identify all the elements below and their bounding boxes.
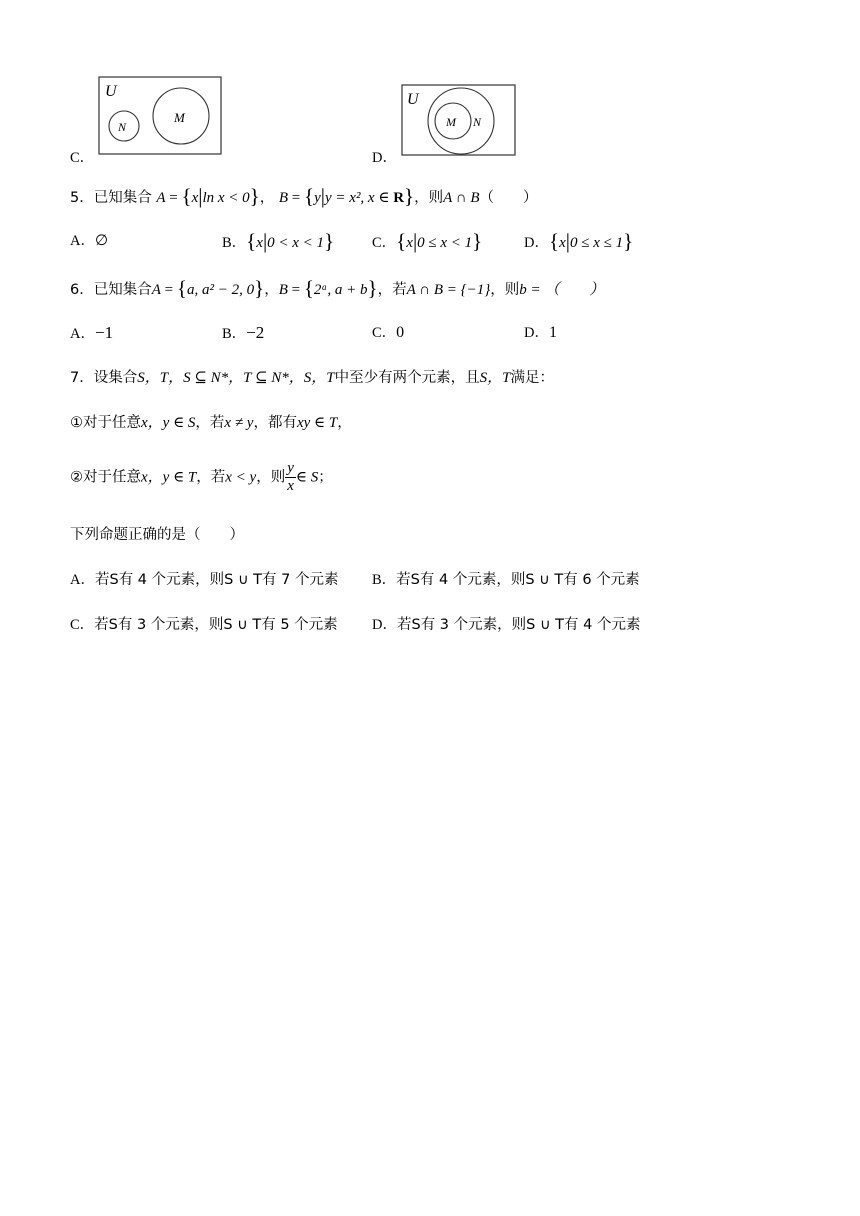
set-elements: a, a² − 2, 0	[186, 282, 255, 298]
condition-text: ，都有	[253, 415, 297, 431]
set-name: B	[278, 190, 289, 206]
option-label: D．	[524, 325, 549, 341]
set-elements: 2ᵃ, a + b	[313, 282, 368, 298]
stem-text: ，则	[414, 190, 444, 206]
condition-text: ，则	[256, 469, 286, 486]
venn-diagram-d	[401, 84, 517, 158]
option-text: 若S有 4 个元素，则S ∪ T有 7 个元素	[94, 572, 339, 588]
option-label: C．	[70, 617, 95, 633]
universal-set-label: U	[105, 83, 117, 100]
condition-expression: x，y ∈ S	[141, 415, 196, 431]
set-condition: 0 ≤ x ≤ 1	[569, 235, 624, 251]
option-text: −2	[246, 323, 265, 342]
condition-expression: xy ∈ T	[296, 415, 338, 431]
set-var: y	[314, 190, 321, 206]
question-7-option-d	[372, 615, 640, 635]
answer-blank: （ ）	[479, 190, 538, 206]
fraction-denominator: x	[287, 478, 294, 494]
option-text: 1	[548, 324, 557, 341]
option-label: D．	[524, 235, 549, 251]
set-n-circle	[428, 88, 494, 154]
stem-text: 满足：	[510, 370, 554, 386]
question-6-stem: 6．已知集合A = {a, a² − 2, 0}，B = {2ᵃ, a + b}，若A ∩ B = {−1}，则b = （ ）	[70, 276, 605, 300]
stem-text: 设集合	[93, 370, 138, 386]
option-label: C．	[372, 325, 397, 341]
set-condition: 0 ≤ x < 1	[417, 235, 473, 251]
question-6-option-b	[222, 323, 264, 344]
set-m-label: M	[446, 115, 456, 129]
question-7-prompt: 下列命题正确的是（ ）	[70, 527, 244, 543]
option-text: 若S有 3 个元素，则S ∪ T有 4 个元素	[396, 617, 641, 633]
question-6-option-d	[524, 323, 557, 343]
universal-set-label: U	[407, 91, 419, 108]
question-5-option-b: B．{x|0 < x < 1}	[222, 229, 335, 253]
question-7-option-c	[70, 615, 338, 635]
condition-text: ；	[318, 469, 333, 486]
option-text: 0	[396, 324, 405, 341]
stem-text: 已知集合	[93, 190, 152, 206]
separator: ，	[259, 190, 275, 206]
condition-text: ②对于任意	[70, 469, 141, 486]
condition-text: ，若	[195, 415, 225, 431]
question-5-stem: 5．已知集合 A = {x|ln x < 0}， B = {y|y = x², x ∈ R}，则A ∩ B（ ）	[70, 184, 538, 208]
condition-expression: x，y ∈ T	[141, 469, 197, 486]
question-6-option-a	[70, 323, 113, 344]
question-6-option-c	[372, 323, 404, 343]
option-label: B．	[222, 235, 247, 251]
option-text: −1	[94, 323, 114, 342]
fraction-y-over-x	[285, 461, 296, 494]
option-label: A．	[70, 572, 95, 588]
set-var: x	[256, 235, 263, 251]
question-number: 7．	[70, 370, 94, 386]
venn-diagram-c	[98, 76, 224, 156]
option-text: 若S有 4 个元素，则S ∪ T有 6 个元素	[396, 572, 640, 588]
option-label: D．	[372, 617, 397, 633]
question-expression: b = （ ）	[519, 282, 605, 298]
question-5-option-d: D．{x|0 ≤ x ≤ 1}	[524, 229, 634, 253]
set-var: x	[559, 235, 566, 251]
set-var: x	[191, 190, 199, 206]
option-label: C．	[372, 235, 397, 251]
stem-text: 已知集合	[93, 282, 152, 298]
option-label: B．	[222, 326, 247, 342]
condition-text: ，若	[196, 469, 226, 486]
fraction-numerator: y	[287, 460, 294, 476]
question-expression: A ∩ B	[443, 190, 480, 206]
real-numbers-symbol: R	[393, 190, 405, 206]
option-c-label: C．	[70, 150, 95, 166]
condition-expression: x ≠ y	[224, 415, 254, 431]
option-text: ∅	[94, 233, 109, 249]
stem-text: 中至少有两个元素，且	[334, 370, 480, 386]
question-7-option-a	[70, 570, 338, 590]
question-7-condition-1	[70, 413, 352, 433]
question-5-option-a	[70, 231, 108, 251]
option-label: A．	[70, 326, 95, 342]
option-label: B．	[372, 572, 397, 588]
set-name: A	[151, 282, 161, 298]
condition-expression: ∈ S	[295, 469, 319, 486]
set-n-label: N	[473, 115, 482, 129]
set-condition: 0 < x < 1	[267, 235, 325, 251]
question-7-stem	[70, 368, 554, 388]
universal-set-box	[402, 85, 515, 155]
question-5-option-c: C．{x|0 ≤ x < 1}	[372, 229, 483, 253]
option-label: A．	[70, 233, 95, 249]
set-expression: S，T，S ⊆ N*，T ⊆ N*，S，T	[137, 370, 335, 386]
set-m-label: M	[174, 110, 185, 125]
set-var: x	[406, 235, 413, 251]
question-number: 5．	[70, 190, 94, 206]
condition-expression: A ∩ B = {−1}	[406, 282, 491, 298]
set-condition: y = x², x ∈	[325, 190, 394, 206]
question-number: 6．	[70, 282, 94, 298]
set-n-label: N	[118, 120, 127, 134]
set-expression: S，T	[479, 370, 511, 386]
condition-expression: x < y	[225, 469, 257, 486]
option-d-label: D．	[372, 150, 397, 166]
set-name: A	[156, 190, 166, 206]
question-7-condition-2	[70, 461, 333, 494]
set-name: B	[278, 282, 288, 298]
condition-text: ①对于任意	[70, 415, 141, 431]
option-text: 若S有 3 个元素，则S ∪ T有 5 个元素	[94, 617, 338, 633]
condition-text: ，	[337, 415, 352, 431]
stem-text: ，则	[490, 282, 520, 298]
question-7-option-b	[372, 570, 640, 590]
universal-set-box	[99, 77, 221, 154]
stem-text: ，若	[377, 282, 407, 298]
set-condition: ln x < 0	[202, 190, 250, 206]
